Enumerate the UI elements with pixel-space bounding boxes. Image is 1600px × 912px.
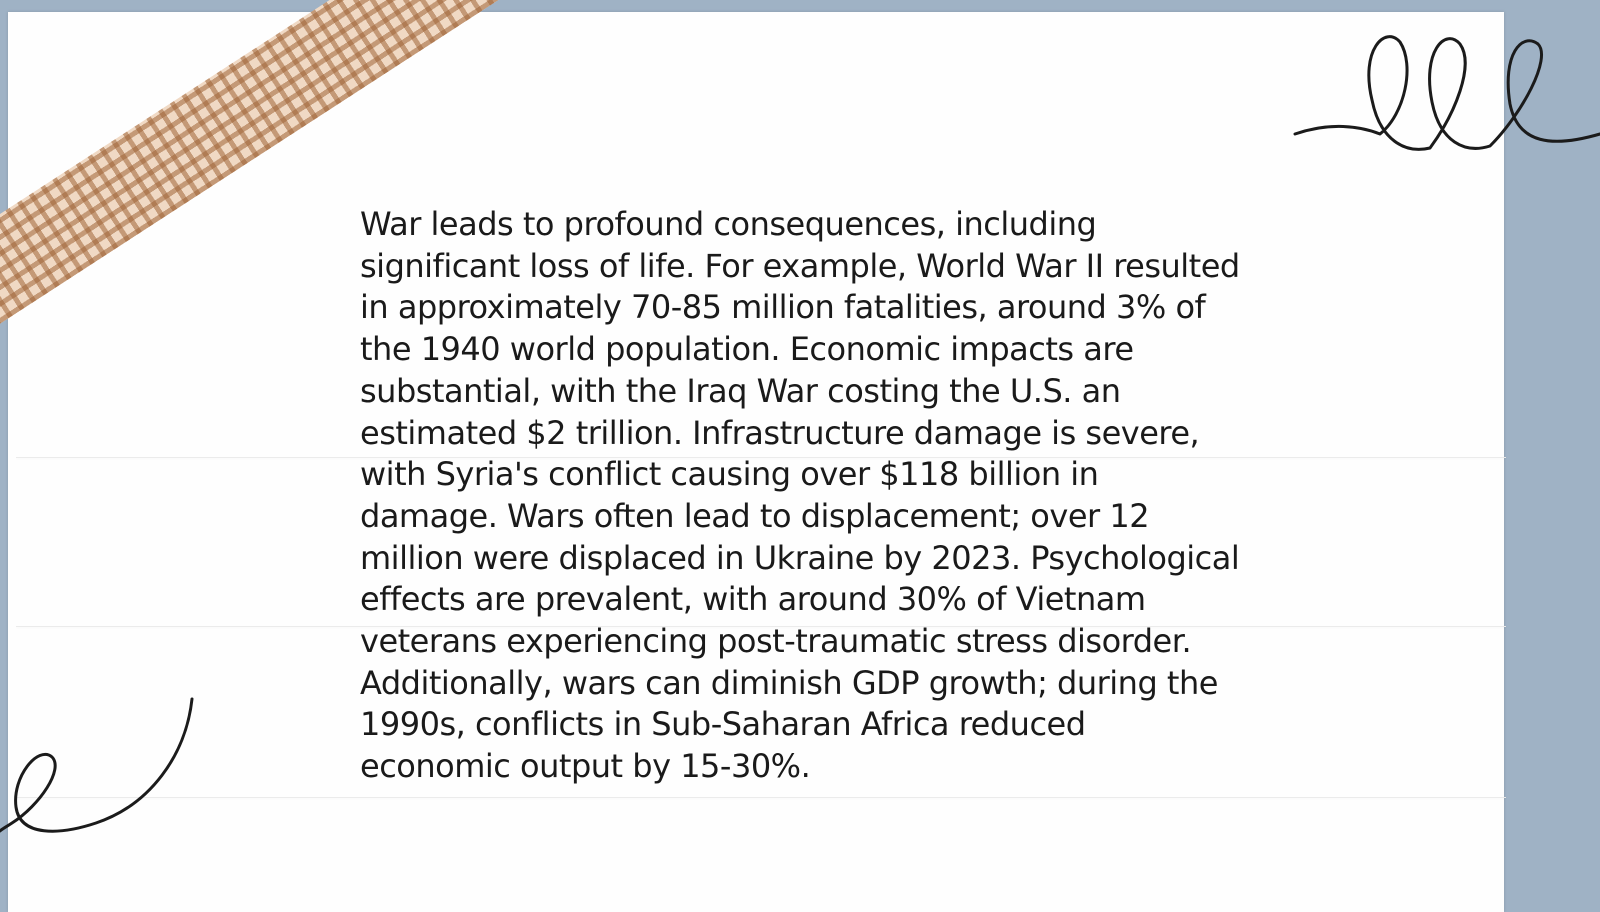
paper-rule-line <box>16 797 1506 798</box>
swoosh-scribble-icon <box>0 695 200 855</box>
body-paragraph: War leads to profound consequences, including significant loss of life. For example, World War II resulted in approximately 70-85 million fatalities, around 3% of the 1940 world population. Economic impacts are substantial, with the Iraq War costing the U.S. an estimated $2 trillion. Infrastructure damage is severe, with Syria's conflict causing over $118 billion in damage. Wars often lead to displacement; over 12 million were displaced in Ukraine by 2023. Psychological effects are prevalent, with around 30% of Vietnam veterans experiencing post-traumatic stress disorder. Additionally, wars can diminish GDP growth; during the 1990s, conflicts in Sub-Saharan Africa reduced economic output by 15-30%. <box>360 205 1240 786</box>
loop-scribble-icon <box>1290 30 1600 170</box>
